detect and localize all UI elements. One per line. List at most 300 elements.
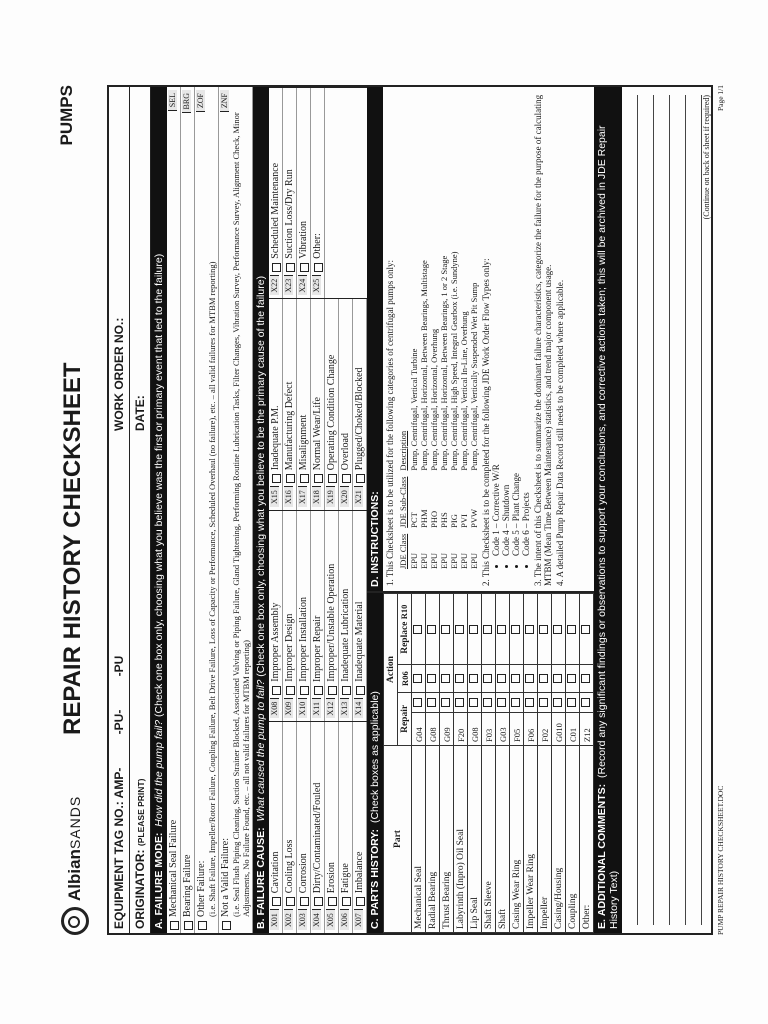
option-code: ZNF: [220, 90, 229, 112]
cause-label: Corrosion: [298, 853, 309, 894]
checkbox[interactable]: [455, 625, 464, 634]
jde-class-cell: Pump, Centrifugal, Vertical Turbine: [409, 348, 419, 471]
jde-class-row: [409, 249, 419, 573]
section-c-header: C.PARTS HISTORY: (Check boxes as applicable): [367, 593, 383, 933]
checkbox[interactable]: [222, 921, 231, 930]
cause-option[interactable]: [311, 511, 325, 722]
checkbox[interactable]: [441, 625, 450, 634]
cause-label: Improper Assembly: [270, 602, 281, 682]
cause-code: X17: [298, 486, 307, 507]
part-code: Z12: [580, 713, 594, 746]
checkbox[interactable]: [342, 474, 351, 483]
checkbox[interactable]: [300, 263, 309, 272]
jde-class-cell: Pump, Centrifugal, High Speed, Integral Gearbox (i.e. Sundyne): [449, 251, 459, 471]
jde-class-cell: Pump, Centrifugal, Horizontal, Overhung: [429, 328, 439, 471]
albian-logo-icon: [61, 907, 89, 935]
part-name: Impeller Wear Ring: [524, 746, 538, 933]
table-row: [566, 594, 580, 933]
cause-label: Inadequate P.M.: [270, 405, 281, 471]
checkbox[interactable]: [455, 674, 464, 683]
sheet-header: [51, 85, 107, 935]
checkbox[interactable]: [427, 674, 436, 683]
action-cell: [552, 692, 566, 712]
action-cell: [440, 665, 454, 692]
table-row: [426, 594, 440, 933]
cause-option[interactable]: [311, 723, 325, 934]
checkbox[interactable]: [328, 474, 337, 483]
checkbox[interactable]: [567, 625, 576, 634]
action-cell: [496, 692, 510, 712]
cause-code: X13: [340, 698, 349, 719]
checkbox[interactable]: [300, 686, 309, 695]
action-cell: [468, 692, 482, 712]
checkbox[interactable]: [511, 674, 520, 683]
table-row: [468, 594, 482, 933]
part-name: Radial Bearing: [426, 746, 440, 933]
action-cell: [524, 665, 538, 692]
action-cell: [566, 594, 580, 665]
cause-label: Cooling Loss: [284, 839, 295, 894]
parts-table: [383, 593, 594, 933]
checkbox[interactable]: [314, 263, 323, 272]
cause-option[interactable]: [311, 300, 325, 511]
part-code: G03: [496, 713, 510, 746]
checkbox[interactable]: [314, 474, 323, 483]
cause-code: X01: [270, 909, 279, 930]
part-code: G08: [426, 713, 440, 746]
jde-class-cell: Pump, Centrifugal, Vertically Suspended Wet Pit Sump: [469, 282, 479, 471]
action-cell: [440, 692, 454, 712]
action-cell: [454, 594, 468, 665]
option-note: (i.e. Seal Flush Piping Cleaning, Suction Strainer Blocked, Associated Valving or Piping Failure, Gland Tightening, Performing Routine Lubrication Tasks, Filter Changes, Vibration Survey, Performance Survey, Alignment Check, Minor Adjustments, No Failure Found, etc. – all not valid failures for MTBM reporting): [231, 112, 251, 917]
option-label: Not a Valid Failure:: [220, 838, 231, 917]
cause-option[interactable]: [339, 300, 353, 511]
jde-class-cell: EPU: [439, 552, 449, 569]
checkbox[interactable]: [553, 625, 562, 634]
action-cell: [510, 665, 524, 692]
jde-class-cell: PHS: [439, 512, 449, 528]
action-cell: [412, 692, 426, 712]
table-row: [552, 594, 566, 933]
part-code: C01: [566, 713, 580, 746]
checkbox[interactable]: [553, 674, 562, 683]
action-cell: [482, 665, 496, 692]
action-cell: [510, 594, 524, 665]
checkbox[interactable]: [413, 698, 422, 707]
brand-name-rest: SANDS: [67, 795, 83, 850]
date-field[interactable]: DATE:: [133, 395, 147, 431]
table-row: [524, 594, 538, 933]
checkbox[interactable]: [469, 674, 478, 683]
cause-code: X16: [284, 486, 293, 507]
action-cell: [412, 665, 426, 692]
checkbox[interactable]: [483, 698, 492, 707]
cause-label: Other:: [312, 233, 323, 259]
checkbox[interactable]: [286, 686, 295, 695]
part-name: Other:: [580, 746, 594, 933]
jde-class-cell: Pump, Centrifugal, Horizontal, Between Bearings, Multistage: [419, 260, 429, 471]
option-code: SEL: [168, 90, 177, 111]
action-cell: [580, 594, 594, 665]
cause-label: Misalignment: [298, 414, 309, 471]
cause-code: X02: [284, 909, 293, 930]
checkbox[interactable]: [286, 897, 295, 906]
cause-option[interactable]: [269, 300, 283, 511]
work-order-field[interactable]: WORK ORDER NO.:: [112, 317, 126, 431]
r06-code: R06: [398, 665, 412, 692]
checkbox[interactable]: [525, 698, 534, 707]
cause-code: X05: [326, 909, 335, 930]
part-name: Mechanical Seal: [412, 746, 426, 933]
cause-label: Improper Design: [284, 613, 295, 682]
checkbox[interactable]: [483, 625, 492, 634]
part-code: F20: [454, 713, 468, 746]
failure-mode-option[interactable]: [181, 87, 195, 933]
checkbox[interactable]: [272, 897, 281, 906]
cause-code: X18: [312, 486, 321, 507]
checkbox[interactable]: [497, 698, 506, 707]
action-cell: [426, 594, 440, 665]
action-cell: [524, 692, 538, 712]
action-cell: [482, 594, 496, 665]
cause-code: X04: [312, 909, 321, 930]
action-cell: [454, 665, 468, 692]
cause-column: [269, 299, 367, 511]
originator-row: [130, 87, 151, 933]
checkbox[interactable]: [441, 698, 450, 707]
instruction-1: 1. This Checksheet is to be utilized for the following categories of centrifugal pumps only:: [385, 259, 395, 586]
jde-class-cell: EPU: [419, 552, 429, 569]
replace-column-header: Replace R10: [398, 594, 412, 665]
jde-class-cell: EPU: [459, 552, 469, 569]
part-code: F05: [510, 713, 524, 746]
action-cell: [538, 692, 552, 712]
cause-option[interactable]: [353, 723, 367, 934]
list-item: • Code 1 – Corrective W/R: [491, 92, 501, 556]
table-row: [412, 594, 426, 933]
table-row: [496, 594, 510, 933]
part-name: Shaft Sleeve: [482, 746, 496, 933]
jde-class-cell: PCT: [409, 512, 419, 528]
action-cell: [524, 594, 538, 665]
part-name: Thrust Bearing: [440, 746, 454, 933]
section-b-header: B.FAILURE CAUSE: What caused the pump to fail? (Check one box only, choosing what you believe to be the primary cause of the failure): [253, 87, 269, 933]
cause-option[interactable]: [325, 300, 339, 511]
checkbox[interactable]: [427, 625, 436, 634]
jde-class-cell: PHO: [429, 510, 439, 528]
checkbox[interactable]: [553, 698, 562, 707]
cause-option[interactable]: [283, 511, 297, 722]
flow-type-codes: [491, 92, 531, 586]
cause-option[interactable]: [353, 300, 367, 511]
cause-code: X20: [340, 486, 349, 507]
cause-option[interactable]: [297, 511, 311, 722]
instruction-2: 2. This Checksheet is to be completed for the following JDE Work Order Flow Types only:: [481, 258, 491, 586]
checkbox[interactable]: [539, 625, 548, 634]
part-code: F03: [482, 713, 496, 746]
cause-column: [269, 510, 367, 722]
cause-option[interactable]: [297, 723, 311, 934]
cause-label: Improper/Unstable Operation: [326, 563, 337, 682]
part-code: G04: [412, 713, 426, 746]
part-name: Lip Seal: [468, 746, 482, 933]
checkbox[interactable]: [455, 698, 464, 707]
action-cell: [510, 692, 524, 712]
cause-label: Inadequate Material: [354, 601, 365, 682]
checkbox[interactable]: [356, 686, 365, 695]
checkbox[interactable]: [525, 625, 534, 634]
instruction-4: 4. A detailed Pump Repair Data Record still needs to be completed where applicable.: [555, 279, 565, 586]
part-code: G08: [468, 713, 482, 746]
cause-option[interactable]: [339, 723, 353, 934]
cause-option[interactable]: [339, 511, 353, 722]
cause-label: Improper Repair: [312, 615, 323, 683]
action-cell: [412, 594, 426, 665]
table-row: [538, 594, 552, 933]
checkbox[interactable]: [342, 897, 351, 906]
cause-code: X03: [298, 909, 307, 930]
checkbox[interactable]: [342, 686, 351, 695]
checkbox[interactable]: [286, 474, 295, 483]
checksheet-page: [45, 75, 725, 945]
tag-part-2[interactable]: -PU: [112, 655, 126, 677]
jde-class-cell: PVI: [459, 514, 469, 528]
checkbox[interactable]: [356, 474, 365, 483]
cause-code: X08: [270, 698, 279, 719]
checkbox[interactable]: [272, 686, 281, 695]
jde-class-cell: EPU: [469, 552, 479, 569]
cause-label: Imbalance: [354, 851, 365, 894]
cause-label: Manufacturing Defect: [284, 381, 295, 471]
cause-code: X14: [354, 698, 363, 719]
list-item: • Code 6 – Projects: [521, 92, 531, 556]
checkbox[interactable]: [483, 674, 492, 683]
cause-option[interactable]: [269, 723, 283, 934]
action-cell: [496, 594, 510, 665]
part-name: Casing Wear Ring: [510, 746, 524, 933]
action-cell: [426, 665, 440, 692]
cause-option[interactable]: [297, 300, 311, 511]
failure-mode-option[interactable]: [167, 87, 181, 933]
comments-area[interactable]: [622, 87, 711, 933]
cause-code: X09: [284, 698, 293, 719]
jde-class-cell: PIG: [449, 514, 459, 528]
jde-class-cell: Pump, Centrifugal, Vertical In-Line, Overhung: [459, 311, 469, 471]
action-cell: [538, 594, 552, 665]
table-row: [454, 594, 468, 933]
action-cell: [566, 692, 580, 712]
list-item: • Code 5 – Plant Change: [511, 92, 521, 556]
checkbox[interactable]: [356, 897, 365, 906]
cause-code: X22: [270, 275, 279, 296]
checkbox[interactable]: [170, 921, 179, 930]
jde-subclass-header: JDE Sub-Class: [397, 476, 408, 528]
failure-mode-options: [167, 87, 253, 933]
action-cell: [566, 665, 580, 692]
checkbox[interactable]: [511, 698, 520, 707]
checkbox[interactable]: [567, 674, 576, 683]
cause-column: [269, 87, 367, 299]
cause-label: Suction Loss/Dry Run: [284, 169, 295, 259]
option-note: (i.e. Shaft Failure, Impeller/Rotor Failure, Coupling Failure, Belt Drive Failure, Loss of Capacity or Performance, Scheduled Overhaul (no failure), etc. – all valid failures for MTBM reporting): [207, 261, 217, 917]
checkbox[interactable]: [427, 698, 436, 707]
cause-code: X23: [284, 275, 293, 296]
checkbox[interactable]: [567, 698, 576, 707]
checkbox[interactable]: [511, 625, 520, 634]
checkbox[interactable]: [413, 625, 422, 634]
checkbox[interactable]: [184, 921, 193, 930]
jde-class-table: [396, 249, 479, 573]
action-cell: [426, 692, 440, 712]
cause-code: X10: [298, 698, 307, 719]
failure-mode-option[interactable]: [195, 87, 219, 933]
tag-part-1[interactable]: -PU-: [112, 709, 126, 735]
cause-label: Overload: [340, 433, 351, 471]
option-text: [182, 113, 193, 917]
part-name: Coupling: [566, 746, 580, 933]
cause-code: X25: [312, 275, 321, 296]
cause-code: X19: [326, 486, 335, 507]
checkbox[interactable]: [497, 674, 506, 683]
section-e-header: E.ADDITIONAL COMMENTS: (Record any significant findings or observations to support your conclusions, and corrective actions taken; this will be archived in JDE Repair History Text): [594, 87, 622, 933]
cause-label: Operating Condition Change: [326, 354, 337, 471]
cause-option[interactable]: [297, 88, 311, 299]
cause-option[interactable]: [283, 88, 297, 299]
option-text: [168, 111, 179, 917]
checkbox[interactable]: [300, 897, 309, 906]
table-row: [510, 594, 524, 933]
jde-class-row: [419, 249, 429, 573]
jde-class-cell: EPU: [429, 552, 439, 569]
option-text: [196, 112, 217, 917]
footer-path: PUMP REPAIR HISTORY CHECKSHEET.DOC: [716, 785, 725, 935]
checkbox[interactable]: [525, 674, 534, 683]
part-code: G09: [440, 713, 454, 746]
option-code: BRG: [182, 90, 191, 113]
cause-option[interactable]: [269, 511, 283, 722]
checkbox[interactable]: [581, 698, 590, 707]
cause-code: X24: [298, 275, 307, 296]
cause-label: Erosion: [326, 862, 337, 894]
cause-label: Normal Wear/Life: [312, 397, 323, 471]
failure-mode-option[interactable]: [219, 87, 253, 933]
jde-class-cell: EPU: [449, 552, 459, 569]
checkbox[interactable]: [198, 921, 207, 930]
action-cell: [552, 665, 566, 692]
checkbox[interactable]: [539, 698, 548, 707]
cause-code: X07: [354, 909, 363, 930]
cause-option[interactable]: [311, 88, 325, 299]
action-cell: [468, 665, 482, 692]
cause-label: Scheduled Maintenance: [270, 162, 281, 259]
jde-class-cell: PHM: [419, 509, 429, 528]
cause-option[interactable]: [325, 723, 339, 934]
jde-class-cell: Pump, Centrifugal, Horizontal, Between Bearings, 1 or 2 Stage: [439, 255, 449, 471]
cause-label: Fatigue: [340, 863, 351, 894]
cause-option[interactable]: [269, 88, 283, 299]
checkbox[interactable]: [441, 674, 450, 683]
repair-column-header: Repair: [398, 692, 412, 745]
action-column-header: Action: [384, 594, 398, 746]
jde-class-row: [459, 249, 469, 573]
jde-class-cell: EPU: [409, 552, 419, 569]
originator-note: (PLEASE PRINT): [136, 778, 146, 847]
checkbox[interactable]: [300, 474, 309, 483]
table-row: [580, 594, 594, 933]
checkbox[interactable]: [314, 897, 323, 906]
action-cell: [482, 692, 496, 712]
brand-name-bold: Albian: [65, 849, 84, 901]
jde-class-row: [439, 249, 449, 573]
section-a-header: A.FAILURE MODE: How did the pump fail? (Check one box only, choosing what you believe was the first or primary event that led to the failure): [151, 87, 167, 933]
checkbox[interactable]: [272, 474, 281, 483]
jde-class-row: [469, 249, 479, 573]
cause-option[interactable]: [353, 511, 367, 722]
cause-option[interactable]: [283, 723, 297, 934]
checkbox[interactable]: [497, 625, 506, 634]
company-logo: [61, 796, 89, 935]
cause-option[interactable]: [325, 511, 339, 722]
checkbox[interactable]: [328, 686, 337, 695]
checkbox[interactable]: [581, 625, 590, 634]
action-cell: [580, 665, 594, 692]
cause-code: X15: [270, 486, 279, 507]
option-text: [220, 112, 251, 917]
equipment-tag-label: EQUIPMENT TAG NO.: AMP-: [112, 767, 126, 929]
originator-label: ORIGINATOR:: [133, 849, 147, 929]
cause-code: X06: [340, 909, 349, 930]
table-row: [482, 594, 496, 933]
footer-page: Page 1/1: [716, 85, 725, 112]
jde-class-header: JDE Class: [397, 533, 408, 569]
cause-label: Dirty/Contaminated/Fouled: [312, 782, 323, 894]
action-cell: [538, 665, 552, 692]
checkbox[interactable]: [469, 625, 478, 634]
cause-label: Plugged/Choked/Blocked: [354, 367, 365, 471]
option-code: ZOF: [196, 90, 205, 112]
table-row: [440, 594, 454, 933]
checkbox[interactable]: [581, 674, 590, 683]
action-cell: [552, 594, 566, 665]
part-name: Labyrinth (Inpro) Oil Seal: [454, 746, 468, 933]
jde-class-cell: PVW: [469, 508, 479, 528]
action-cell: [454, 692, 468, 712]
checkbox[interactable]: [272, 263, 281, 272]
checkbox[interactable]: [314, 686, 323, 695]
cause-column: [269, 722, 367, 934]
category-label: PUMPS: [57, 85, 76, 146]
cause-label: Vibration: [298, 220, 309, 259]
checkbox[interactable]: [413, 674, 422, 683]
checkbox[interactable]: [286, 263, 295, 272]
sheet-title: REPAIR HISTORY CHECKSHEET: [59, 362, 86, 735]
part-name: Casing/Housing: [552, 746, 566, 933]
action-cell: [468, 594, 482, 665]
checkbox[interactable]: [469, 698, 478, 707]
checkbox[interactable]: [328, 897, 337, 906]
instruction-3: 3. The intent of this Checksheet is to summarize the dominant failure characteristics, categorize the failure for the purpose of calculating MTBM (Mean Time Between Maintenance) statistics, and trend major component usage.: [533, 94, 553, 586]
list-item: • Code 4 – Shutdown: [501, 92, 511, 556]
jde-class-row: [429, 249, 439, 573]
cause-option[interactable]: [283, 300, 297, 511]
jde-class-row: [449, 249, 459, 573]
option-label: Mechanical Seal Failure: [168, 819, 179, 917]
cause-code: X12: [326, 698, 335, 719]
part-code: F06: [524, 713, 538, 746]
checkbox[interactable]: [539, 674, 548, 683]
cause-code: X21: [354, 486, 363, 507]
part-name: Impeller: [538, 746, 552, 933]
